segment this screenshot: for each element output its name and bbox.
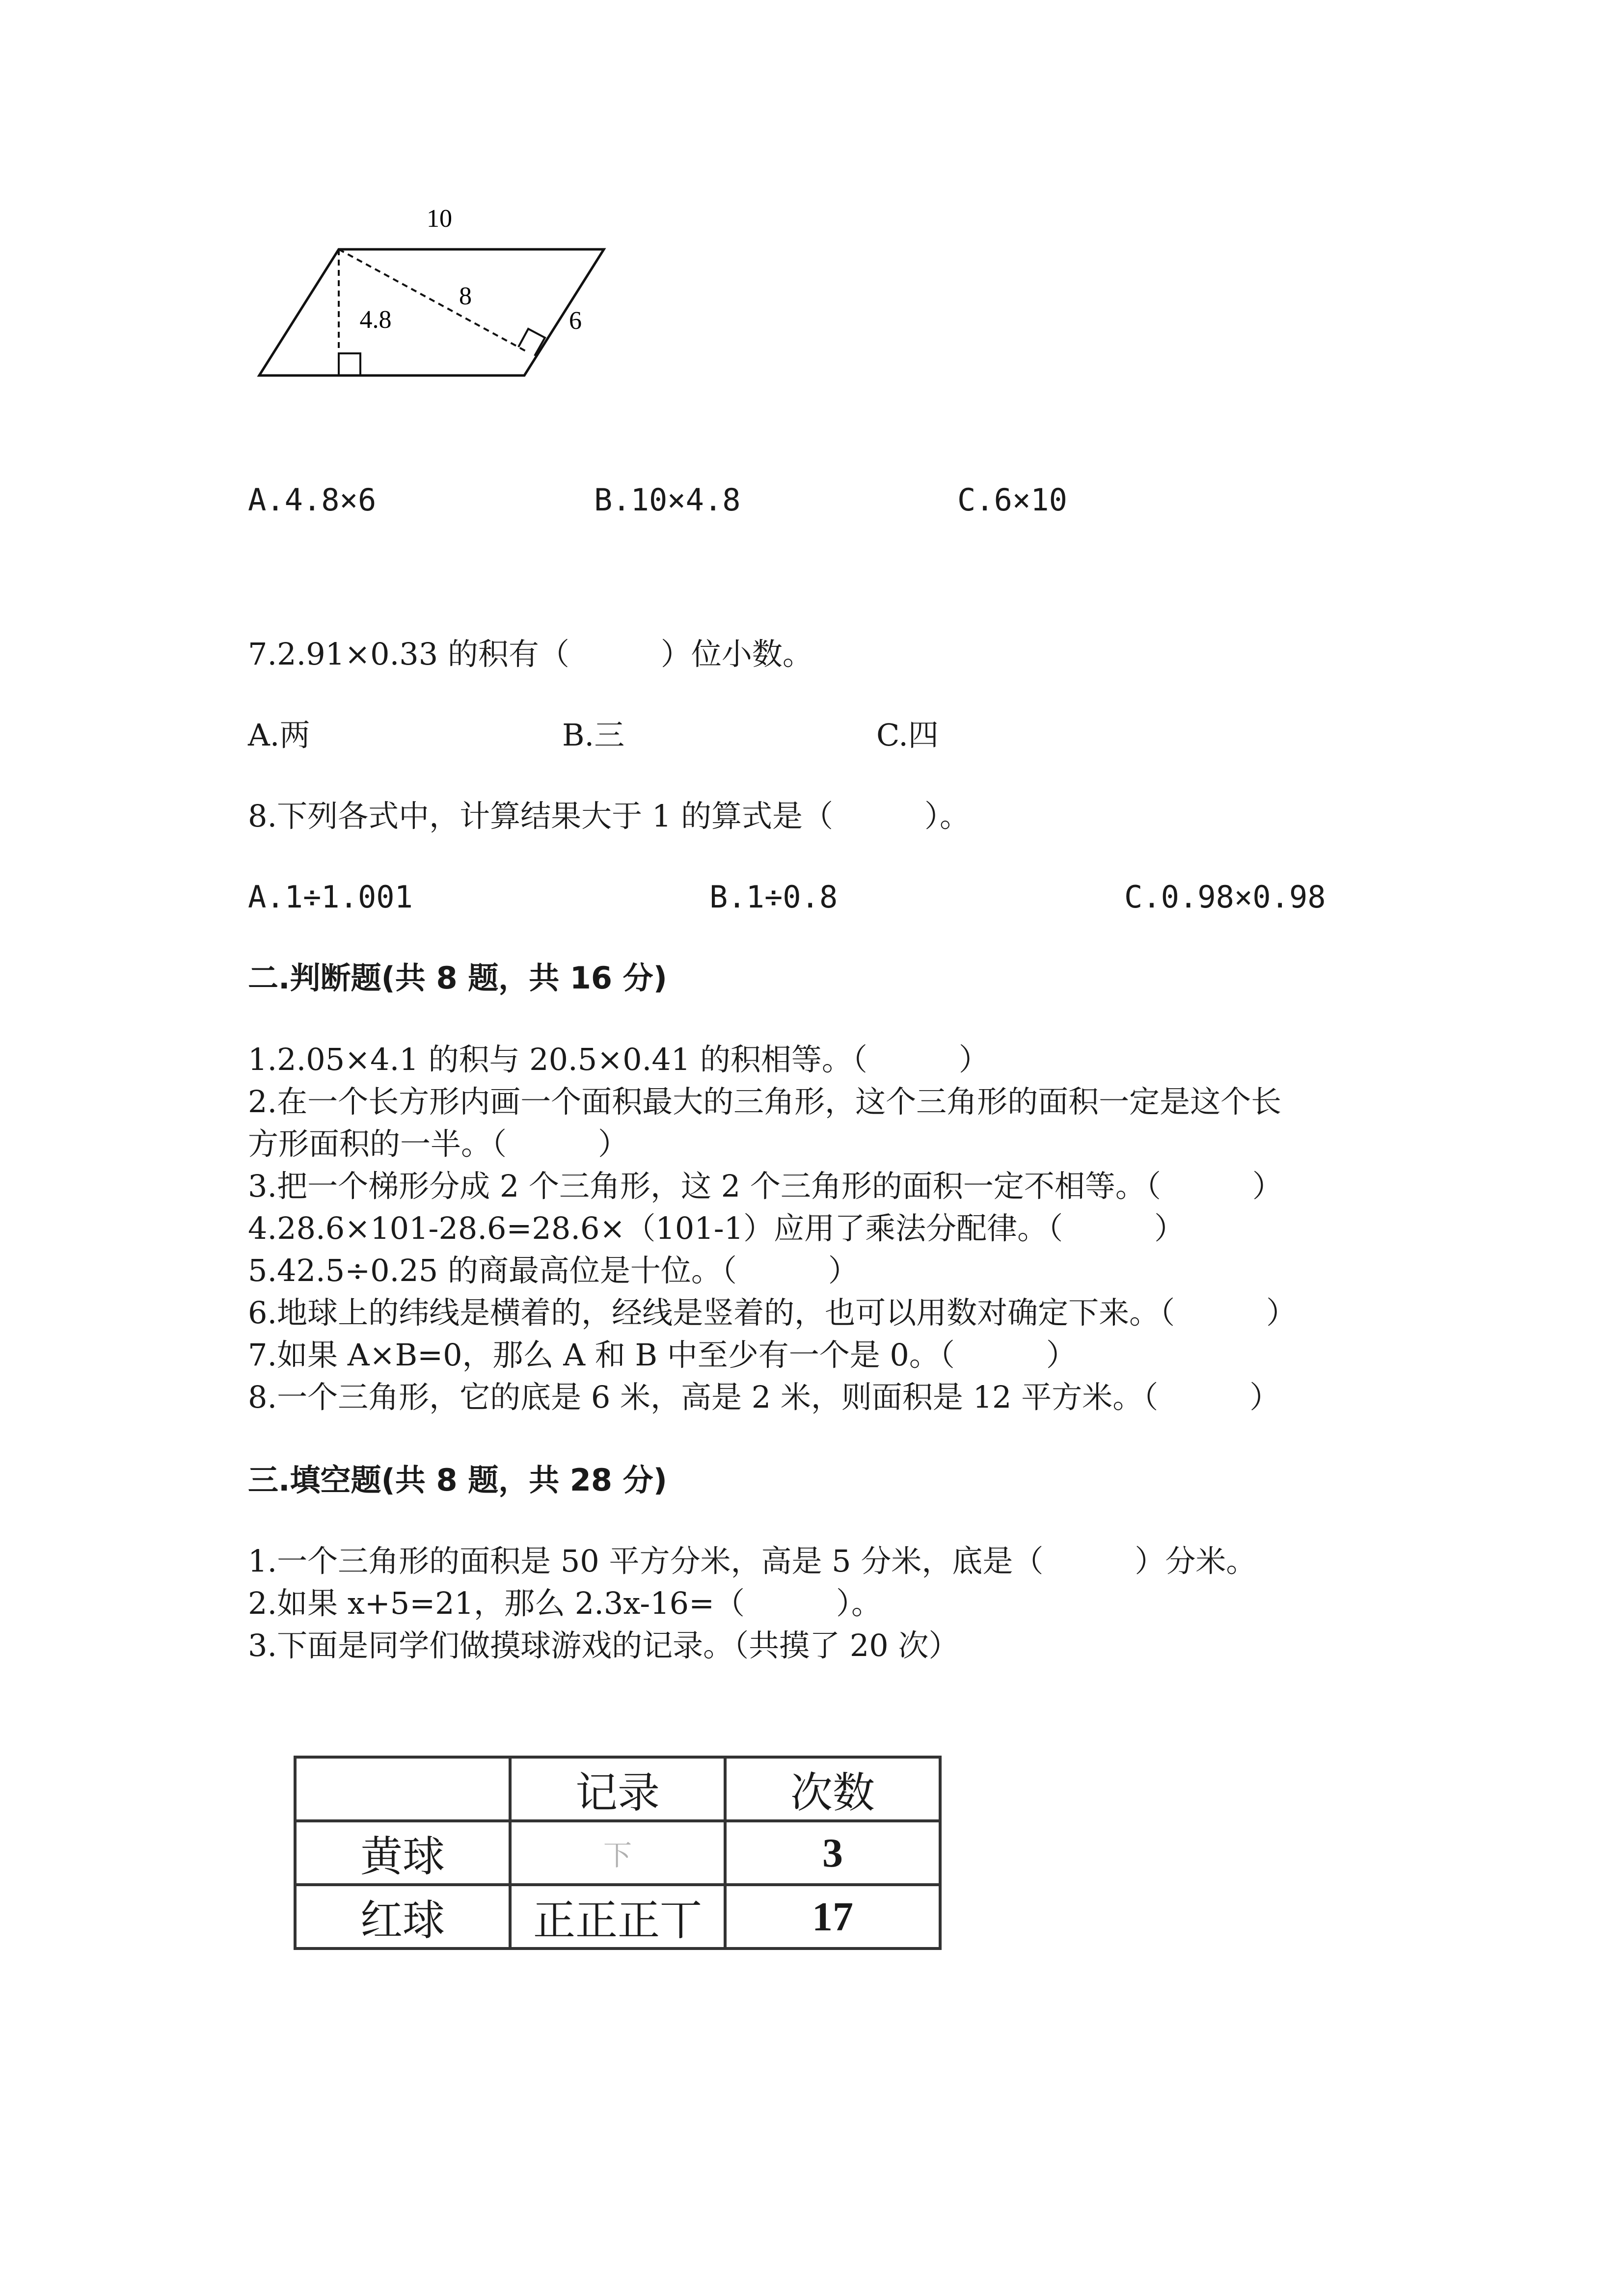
section3-line-3: 3.下面是同学们做摸球游戏的记录。（共摸了 20 次）	[248, 1628, 959, 1663]
label-diagonal-8: 8	[459, 282, 472, 310]
q6-option-a[interactable]: A.4.8×6	[248, 482, 377, 518]
row-label-yellow: 黄球	[295, 1821, 510, 1885]
q7-question: 7.2.91×0.33 的积有（ ）位小数。	[248, 636, 813, 672]
q8-question: 8.下列各式中，计算结果大于 1 的算式是（ ）。	[248, 798, 971, 834]
table-header-count: 次数	[725, 1757, 940, 1821]
label-height-4-8: 4.8	[359, 306, 392, 334]
right-angle-mark-side	[518, 329, 545, 356]
section2-line-6: 6.地球上的纬线是横着的，经线是竖着的，也可以用数对确定下来。（ ）	[248, 1295, 1297, 1331]
row-record-red: 正正正丅	[510, 1885, 725, 1949]
q7-option-a[interactable]: A.两	[248, 717, 310, 753]
q6-option-b[interactable]: B.10×4.8	[594, 482, 741, 518]
parallelogram-outline	[259, 249, 604, 375]
label-side-6: 6	[569, 307, 582, 335]
perpendicular-dashed-line	[339, 249, 528, 352]
section2-line-2-cont: 方形面积的一半。（ ）	[248, 1126, 629, 1162]
q8-option-c[interactable]: C.0.98×0.98	[1124, 879, 1326, 915]
parallelogram-figure	[245, 196, 638, 402]
section2-line-3: 3.把一个梯形分成 2 个三角形，这 2 个三角形的面积一定不相等。（ ）	[248, 1168, 1283, 1204]
section2-line-2: 2.在一个长方形内画一个面积最大的三角形，这个三角形的面积一定是这个长	[248, 1084, 1282, 1120]
table-header-row	[295, 1757, 940, 1821]
ball-record-table	[294, 1756, 942, 1950]
section2-line-8: 8.一个三角形，它的底是 6 米，高是 2 米，则面积是 12 平方米。（ ）	[248, 1379, 1280, 1415]
q8-option-a[interactable]: A.1÷1.001	[248, 879, 413, 915]
table-header-empty	[295, 1757, 510, 1821]
q7-option-b[interactable]: B.三	[562, 717, 625, 753]
right-angle-mark-bottom	[339, 353, 360, 375]
section2-line-1: 1.2.05×4.1 的积与 20.5×0.41 的积相等。（ ）	[248, 1041, 989, 1077]
table-row	[295, 1885, 940, 1949]
section3-line-2: 2.如果 x+5=21，那么 2.3x-16=（ ）。	[248, 1585, 882, 1621]
label-top-10: 10	[427, 205, 452, 233]
q6-option-c[interactable]: C.6×10	[957, 482, 1067, 518]
row-record-yellow: 下	[510, 1821, 725, 1885]
row-label-red: 红球	[295, 1885, 510, 1949]
q8-option-b[interactable]: B.1÷0.8	[709, 879, 838, 915]
row-count-red: 17	[725, 1885, 940, 1949]
section2-line-7: 7.如果 A×B=0，那么 A 和 B 中至少有一个是 0。（ ）	[248, 1337, 1077, 1373]
section2-heading: 二.判断题(共 8 题，共 16 分)	[248, 960, 667, 996]
section3-heading: 三.填空题(共 8 题，共 28 分)	[248, 1462, 667, 1498]
section3-line-1: 1.一个三角形的面积是 50 平方分米，高是 5 分米，底是（ ）分米。	[248, 1543, 1257, 1579]
section2-line-4: 4.28.6×101-28.6=28.6×（101-1）应用了乘法分配律。（ ）	[248, 1210, 1185, 1246]
section2-line-5: 5.42.5÷0.25 的商最高位是十位。（ ）	[248, 1253, 859, 1288]
q7-option-c[interactable]: C.四	[876, 717, 939, 753]
row-count-yellow: 3	[725, 1821, 940, 1885]
table-header-record: 记录	[510, 1757, 725, 1821]
table-row	[295, 1821, 940, 1885]
